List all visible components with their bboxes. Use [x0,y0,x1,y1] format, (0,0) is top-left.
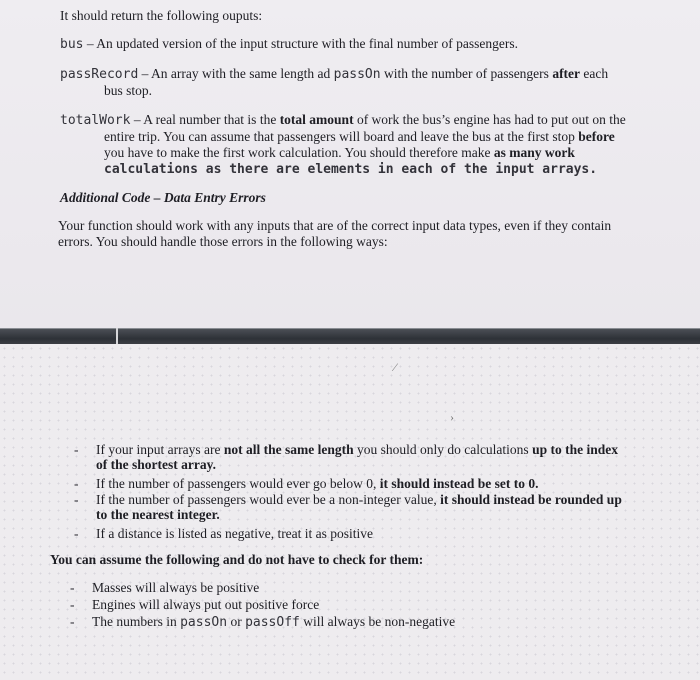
assumption-text-3: will always be non-negative [299,614,456,629]
desc-bus: An updated version of the input structure with the final number of passengers. [96,36,519,51]
error-item-text: If a distance is listed as negative, treat it as positive [96,526,374,541]
bold-total-amount: total amount [279,112,354,127]
totalwork-line-3 [60,145,660,161]
error-item-text [96,442,636,472]
bullet-dash: - [74,492,79,507]
output-totalwork [60,112,660,178]
output-bus [60,36,700,53]
bold-before: before [578,129,615,144]
desc-passrecord-2: with the number of passengers [380,66,553,81]
desc-totalwork-2: of work the bus’s engine has had to put out on the [353,112,626,127]
totalwork-line-2 [60,129,660,145]
code-totalwork: totalWork [60,113,131,128]
bullet-dash: - [70,614,75,629]
bullet-dash: - [74,442,79,457]
pen-mark-icon: ⁄ [394,360,397,374]
bullet-dash: - [74,476,79,491]
desc-totalwork-line3: you have to make the first work calculation. You should therefore make [104,145,494,160]
error-text-1: If the number of passengers would ever be a non-integer value, [96,492,441,507]
code-bus: bus [60,37,84,52]
output-passrecord [60,66,660,99]
assumption-text: Engines will always put out positive force [92,597,320,612]
bullet-dash: - [70,580,75,595]
error-bold-1: it should instead be set to 0. [379,476,539,491]
error-item-text [96,476,636,491]
assumption-text: Masses will always be positive [92,580,260,595]
error-text-2: you should only do calculations [353,442,533,457]
bullet-dash: - [74,526,79,541]
errors-paragraph-line1: Your function should work with any inputs that are of the correct input data types, even if they contain [58,218,612,233]
intro-text: It should return the following ouputs: [60,8,263,23]
desc-passrecord-3: each [580,66,609,81]
error-bold-1: it should instead be rounded up [440,492,622,507]
code-passoff: passOff [245,615,300,630]
code-passrecord: passRecord [60,67,139,82]
bullet-dash: - [70,597,75,612]
assume-title: You can assume the following and do not have to check for them: [50,552,424,567]
error-line-2: of the shortest array. [96,457,216,472]
error-text-1: If the number of passengers would ever go below 0, [96,476,380,491]
assumption-text [92,614,632,630]
bold-after: after [552,66,581,81]
bold-calculations-line: calculations as there are elements in each of the input arrays. [104,162,598,177]
error-line-2: to the nearest integer. [96,507,220,522]
pen-mark-icon-2: › [450,410,454,424]
assumption-text-2: or [227,614,246,629]
error-bold-1: not all the same length [223,442,354,457]
desc-totalwork-line2: entire trip. You can assume that passengers will board and leave the bus at the first stop [104,129,579,144]
sep-totalwork: – [130,112,144,127]
page-break-bar [0,328,700,345]
error-bold-2: up to the index [532,442,618,457]
errors-paragraph [58,218,678,250]
code-passon: passOn [333,67,381,82]
desc-totalwork-1: A real number that is the [143,112,280,127]
desc-passrecord-1: An array with the same length ad [151,66,334,81]
code-passon: passOn [180,615,228,630]
totalwork-line-4 [60,161,660,178]
error-text-1: If your input arrays are [96,442,224,457]
assumption-text-1: The numbers in [92,614,181,629]
sep-passrecord: – [138,66,152,81]
text-cursor-icon [116,328,118,344]
sep-bus: – [83,36,97,51]
desc-passrecord-cont: bus stop. [104,83,153,98]
error-item-text [96,492,636,522]
errors-paragraph-line2: errors. You should handle those errors in the following ways: [58,234,388,249]
bold-as-many-work: as many work [493,145,575,160]
section-title: Additional Code – Data Entry Errors [60,190,266,205]
